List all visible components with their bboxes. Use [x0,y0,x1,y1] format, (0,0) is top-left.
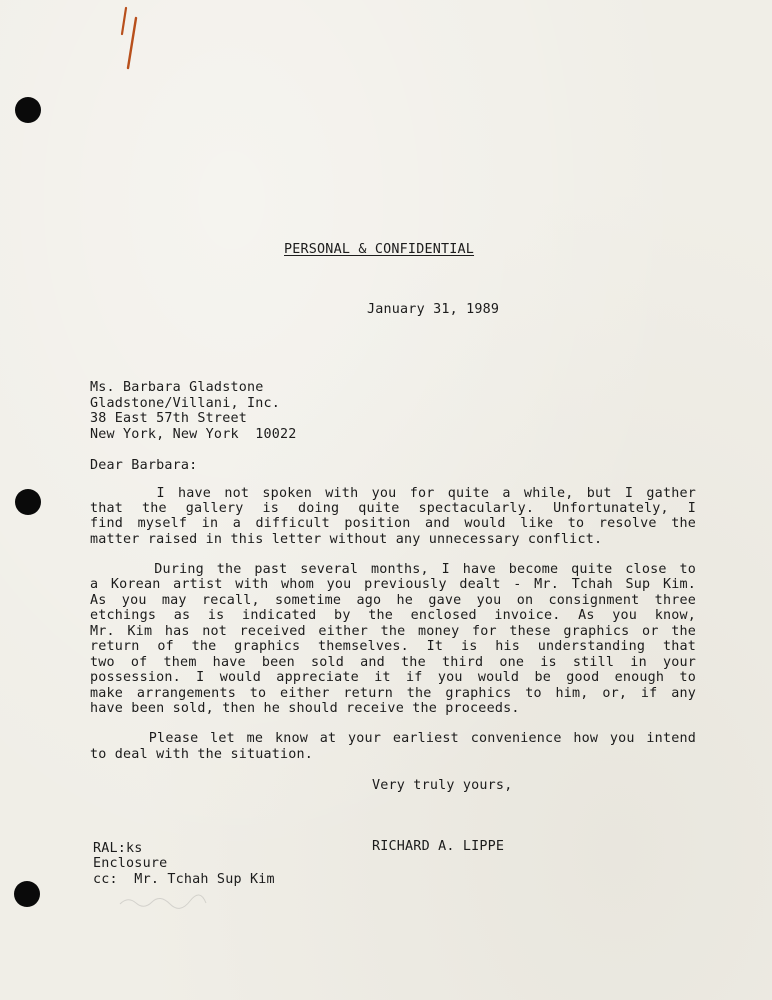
paragraph-2-line: Mr. Kim has not received either the money for these graphics or the [90,624,696,639]
paragraph-2-line: two of them have been sold and the third one is still in your [90,655,696,670]
faint-bleed-through-scribble [118,892,208,910]
confidential-heading: PERSONAL & CONFIDENTIAL [284,242,475,257]
red-tick-mark-icon [118,6,140,72]
binder-hole-top [15,97,41,123]
salutation: Dear Barbara: [90,458,198,473]
paragraph-2-line: make arrangements to either return the graphics to him, or, if any [90,686,696,701]
signer-name: RICHARD A. LIPPE [372,839,505,854]
paragraph-1-line: matter raised in this letter without any unnecessary conflict. [90,532,603,547]
binder-hole-bottom [14,881,40,907]
paragraph-2-line: As you may recall, sometime ago he gave you on consignment three [90,593,696,608]
paragraph-2-line: return of the graphics themselves. It is his understanding that [90,639,696,654]
paragraph-1-line: that the gallery is doing quite spectacularly. Unfortunately, I [90,501,696,516]
recipient-street: 38 East 57th Street [90,411,247,426]
paragraph-3-line: to deal with the situation. [90,747,314,762]
recipient-name: Ms. Barbara Gladstone [90,380,264,395]
enclosure-note: Enclosure [93,856,168,871]
paragraph-2-line: a Korean artist with whom you previously dealt - Mr. Tchah Sup Kim. [90,577,696,592]
paragraph-1-line: find myself in a difficult position and would like to resolve the [90,516,696,531]
paragraph-2-line: possession. I would appreciate it if you would be good enough to [90,670,696,685]
paragraph-2-line: have been sold, then he should receive the proceeds. [90,701,520,716]
letter-date: January 31, 1989 [367,302,500,317]
paragraph-2-line: etchings as is indicated by the enclosed invoice. As you know, [90,608,696,623]
paragraph-3-line: Please let me know at your earliest convenience how you intend [90,731,696,746]
cc-note: cc: Mr. Tchah Sup Kim [93,872,275,887]
binder-hole-middle [15,489,41,515]
paragraph-1-line: I have not spoken with you for quite a while, but I gather [90,486,696,501]
recipient-city: New York, New York 10022 [90,427,297,442]
closing: Very truly yours, [372,778,513,793]
recipient-company: Gladstone/Villani, Inc. [90,396,281,411]
paragraph-2-line: During the past several months, I have become quite close to [90,562,696,577]
typist-initials: RAL:ks [93,841,143,856]
